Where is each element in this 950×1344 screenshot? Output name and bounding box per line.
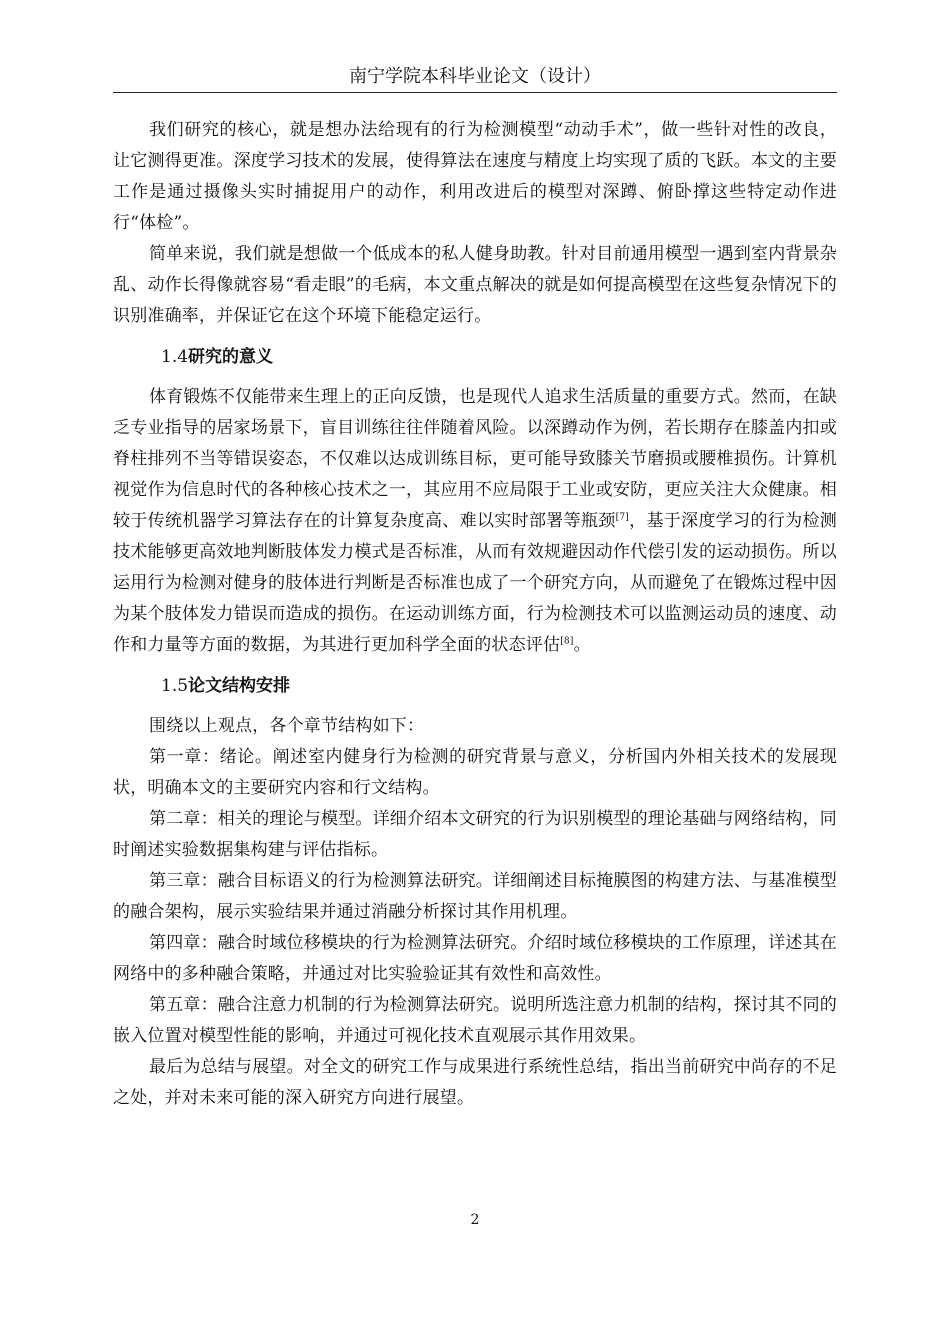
chapter-4-desc: 第四章：融合时域位移模块的行为检测算法研究。介绍时域位移模块的工作原理，详述其在网络中的多种融合策略，并通过对比实验验证其有效性和高效性。 bbox=[113, 933, 837, 984]
page-number: 2 bbox=[470, 1212, 480, 1228]
text-run: 体育锻炼不仅能带来生理上的正向反馈，也是现代人追求生活质量的重要方式。然而，在缺乏专业指导的居家场景下，盲目训练往往伴随着风险。以深蹲动作为例，若长期存在膝盖内扣或脊柱排列不当等错误姿态，不仅难以达成训练目标，更可能导致膝关节磨损或腰椎损伤。计算机视觉作为信息时代的各种核心技术之一，其应用不应局限于工业或安防，更应关注大众健康。相较于传统机器学习算法存在的计算复杂度高、难以实时部署等瓶颈 bbox=[113, 387, 837, 531]
intro-paragraph-2: 简单来说，我们就是想做一个低成本的私人健身助教。针对目前通用模型一遇到室内背景杂乱、动作长得像就容易“看走眼”的毛病，本文重点解决的就是如何提高模型在这些复杂情况下的识别准确率，并保证它在这个环境下能稳定运行。 bbox=[113, 244, 837, 326]
significance-paragraph bbox=[113, 382, 837, 661]
page-body bbox=[113, 115, 837, 1114]
chapter-2-desc: 第二章：相关的理论与模型。详细介绍本文研究的行为识别模型的理论基础与网络结构，同时阐述实验数据集构建与评估指标。 bbox=[113, 809, 837, 860]
section-number: 1.5 bbox=[161, 676, 189, 696]
chapter-3-desc: 第三章：融合目标语义的行为检测算法研究。详细阐述目标掩膜图的构建方法、与基准模型的融合架构，展示实验结果并通过消融分析探讨其作用机理。 bbox=[113, 871, 837, 922]
section-title: 研究的意义 bbox=[188, 347, 274, 367]
chapter-1-desc: 第一章：绪论。阐述室内健身行为检测的研究背景与意义，分析国内外相关技术的发展现状，明确本文的主要研究内容和行文结构。 bbox=[113, 747, 837, 798]
section-heading-1-5 bbox=[113, 671, 837, 701]
section-title: 论文结构安排 bbox=[188, 676, 291, 696]
text-run: ，基于深度学习的行为检测技术能够更高效地判断肢体发力模式是否标准，从而有效规避因动作代偿引发的运动损伤。所以运用行为检测对健身的肢体进行判断是否标准也成了一个研究方向，从而避免了在锻炼过程中因为某个肢体发力错误而造成的损伤。在运动训练方面，行为检测技术可以监测运动员的速度、动作和力量等方面的数据，为其进行更加科学全面的状态评估 bbox=[113, 511, 837, 655]
citation-ref: [8] bbox=[560, 636, 574, 647]
text-run: 。 bbox=[573, 635, 591, 655]
chapter-5-desc: 第五章：融合注意力机制的行为检测算法研究。说明所选注意力机制的结构，探讨其不同的嵌入位置对模型性能的影响，并通过可视化技术直观展示其作用效果。 bbox=[113, 995, 837, 1046]
page-header: 南宁学院本科毕业论文（设计） bbox=[113, 64, 837, 93]
intro-paragraph-1: 我们研究的核心，就是想办法给现有的行为检测模型“动动手术”，做一些针对性的改良，让它测得更准。深度学习技术的发展，使得算法在速度与精度上均实现了质的飞跃。本文的主要工作是通过摄像头实时捕捉用户的动作，利用改进后的模型对深蹲、俯卧撑这些特定动作进行“体检”。 bbox=[113, 120, 837, 233]
citation-ref: [7] bbox=[615, 512, 629, 523]
section-number: 1.4 bbox=[161, 347, 189, 367]
structure-intro: 围绕以上观点，各个章节结构如下： bbox=[149, 716, 425, 736]
section-heading-1-4 bbox=[113, 342, 837, 372]
summary-paragraph: 最后为总结与展望。对全文的研究工作与成果进行系统性总结，指出当前研究中尚存的不足之处，并对未来可能的深入研究方向进行展望。 bbox=[113, 1057, 837, 1108]
